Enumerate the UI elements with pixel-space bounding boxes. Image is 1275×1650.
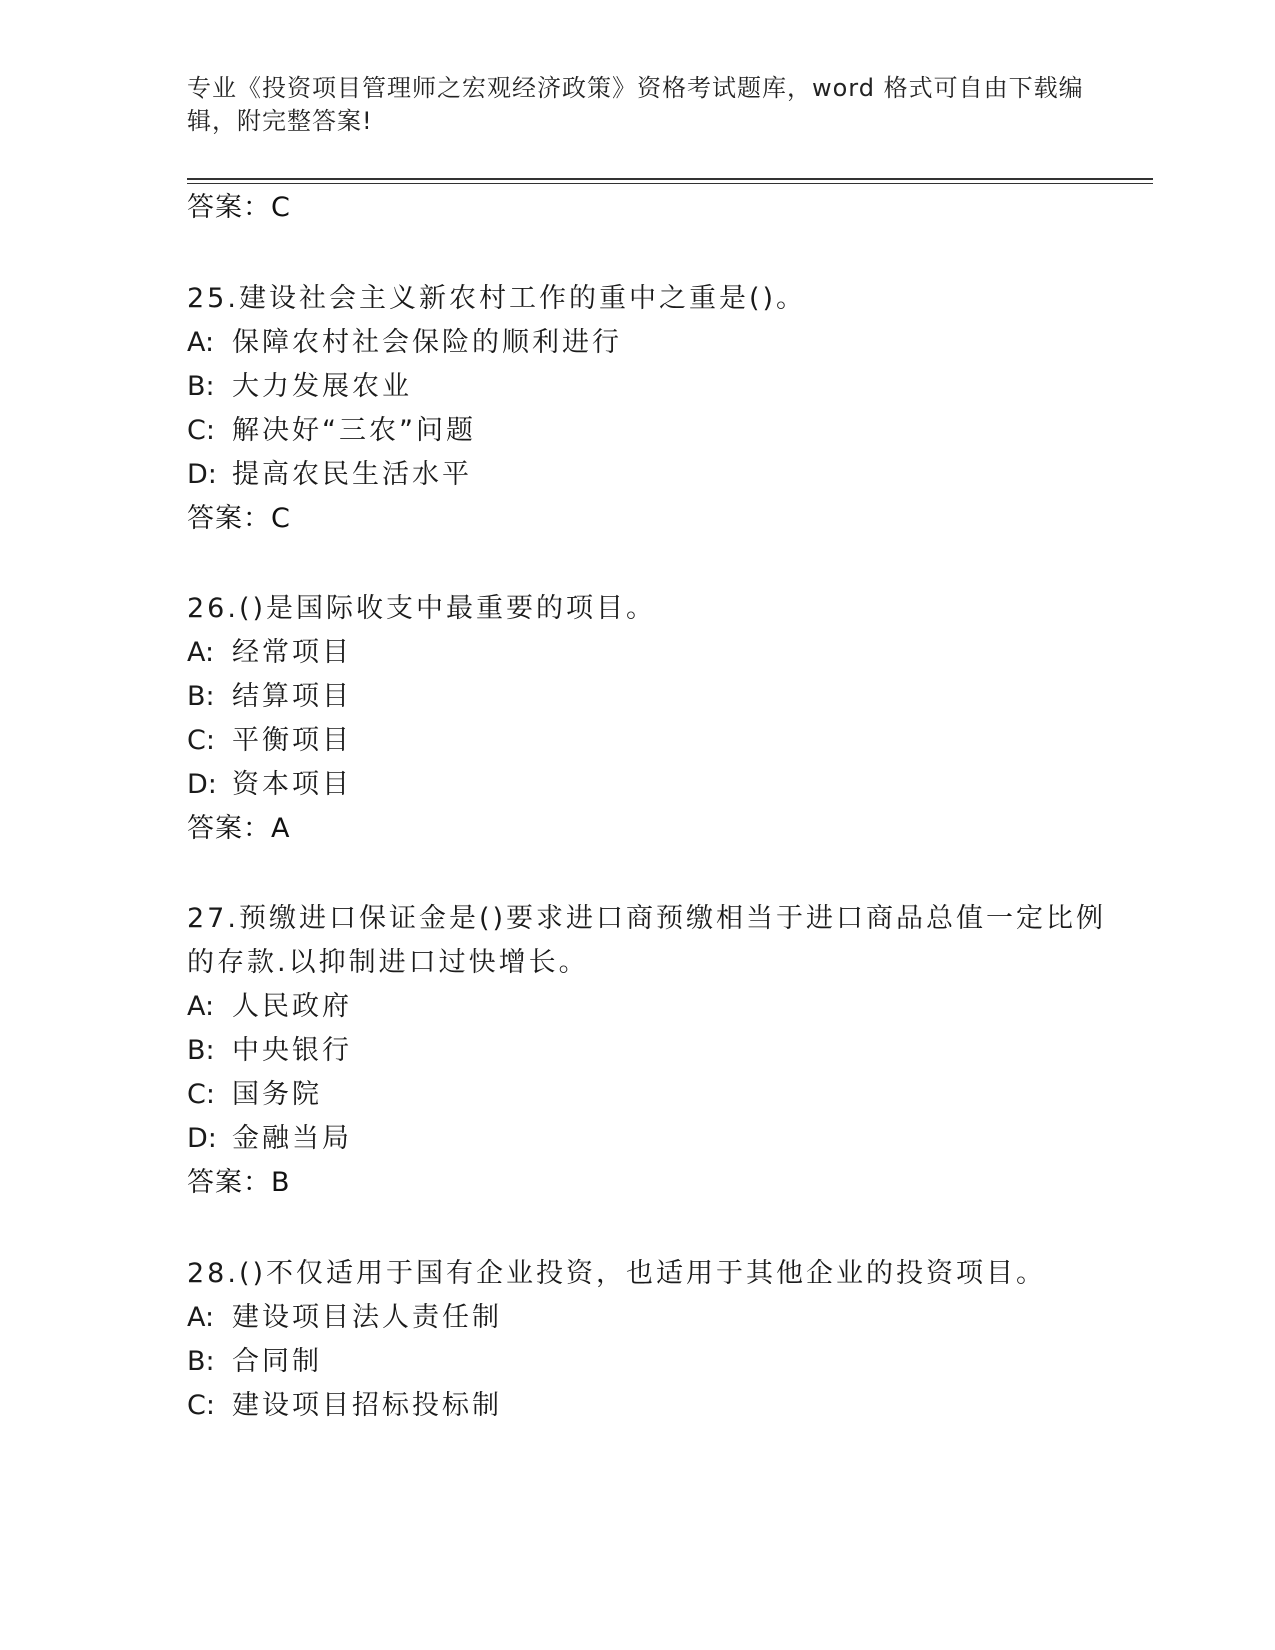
q27-option-a [187, 989, 352, 1025]
q26-option-a [187, 635, 352, 671]
q28-option-b [187, 1344, 322, 1380]
option-text: 大力发展农业 [232, 371, 412, 402]
option-text: 建设项目招标投标制 [232, 1390, 502, 1421]
q28-option-c [187, 1388, 502, 1424]
option-text: 国务院 [232, 1079, 322, 1110]
q26-option-c [187, 723, 352, 759]
option-letter: A: [187, 327, 215, 358]
answer-25: 答案：C [187, 503, 291, 534]
option-text: 建设项目法人责任制 [232, 1302, 502, 1333]
option-text: 中央银行 [232, 1035, 352, 1066]
option-letter: D: [187, 1123, 217, 1154]
option-letter: C: [187, 725, 215, 756]
answer-27: 答案：B [187, 1167, 291, 1198]
q25-option-d [187, 457, 472, 493]
q25-option-b [187, 369, 412, 405]
question-26: 26.()是国际收支中最重要的项目。 [187, 593, 657, 624]
question-28: 28.()不仅适用于国有企业投资，也适用于其他企业的投资项目。 [187, 1258, 1047, 1289]
option-text: 金融当局 [232, 1123, 352, 1154]
option-letter: C: [187, 1079, 215, 1110]
q26-option-b [187, 679, 352, 715]
option-text: 合同制 [232, 1346, 322, 1377]
option-letter: D: [187, 459, 217, 490]
question-27-line-2: 的存款.以抑制进口过快增长。 [187, 947, 589, 978]
question-25: 25.建设社会主义新农村工作的重中之重是()。 [187, 283, 807, 314]
q25-option-a [187, 325, 622, 361]
q25-option-c [187, 413, 476, 449]
q27-option-d [187, 1121, 352, 1157]
header-divider-thick [187, 178, 1153, 180]
option-text: 平衡项目 [232, 725, 352, 756]
option-letter: B: [187, 371, 215, 402]
q27-option-c [187, 1077, 322, 1113]
option-letter: C: [187, 415, 215, 446]
option-letter: A: [187, 991, 215, 1022]
option-text: 经常项目 [232, 637, 352, 668]
option-text: 结算项目 [232, 681, 352, 712]
header-divider-thin [187, 183, 1153, 184]
option-letter: B: [187, 1035, 215, 1066]
option-letter: A: [187, 1302, 215, 1333]
option-letter: D: [187, 769, 217, 800]
option-text: 解决好“三农”问题 [232, 415, 476, 446]
q26-option-d [187, 767, 352, 803]
question-27-line-1: 27.预缴进口保证金是()要求进口商预缴相当于进口商品总值一定比例 [187, 903, 1107, 934]
option-letter: C: [187, 1390, 215, 1421]
document-header [187, 72, 1087, 138]
option-text: 资本项目 [232, 769, 352, 800]
header-line-1: 专业《投资项目管理师之宏观经济政策》资格考试题库，word 格式可自由下载编 [187, 74, 1084, 102]
option-text: 保障农村社会保险的顺利进行 [232, 327, 622, 358]
option-text: 人民政府 [232, 991, 352, 1022]
answer-prev: 答案：C [187, 192, 291, 223]
q28-option-a [187, 1300, 502, 1336]
option-letter: B: [187, 1346, 215, 1377]
q27-option-b [187, 1033, 352, 1069]
option-text: 提高农民生活水平 [232, 459, 472, 490]
option-letter: A: [187, 637, 215, 668]
answer-26: 答案：A [187, 813, 291, 844]
option-letter: B: [187, 681, 215, 712]
header-line-2: 辑，附完整答案! [187, 107, 373, 135]
